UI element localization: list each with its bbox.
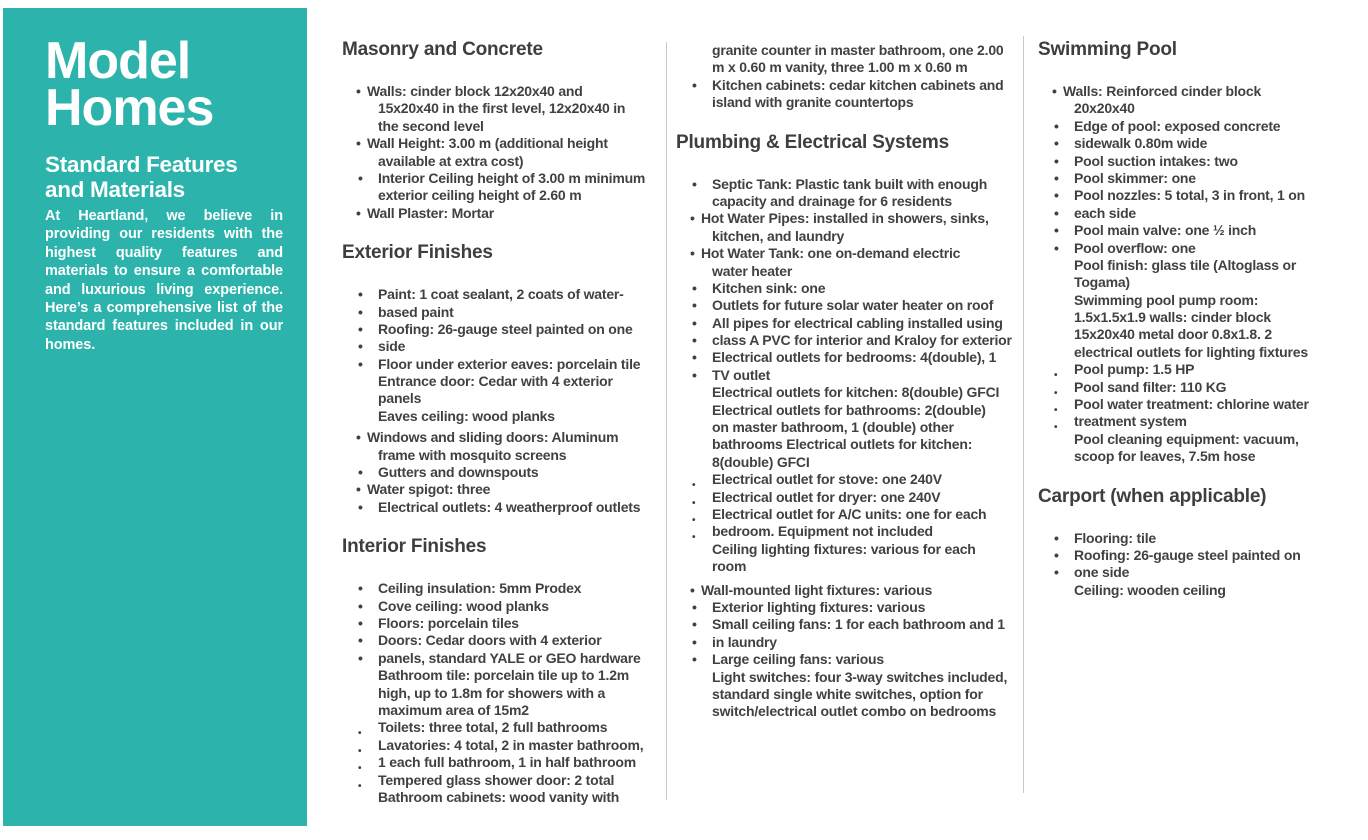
list-item bbox=[1038, 344, 1368, 361]
bullet-icon: • bbox=[692, 598, 697, 615]
list-item bbox=[342, 83, 666, 100]
bullet-icon: • bbox=[358, 338, 363, 355]
list-item-text: electrical outlets for lighting fixtures bbox=[1074, 343, 1308, 360]
bullet-icon: • bbox=[356, 83, 361, 99]
list-item-text: Tempered glass shower door: 2 total bbox=[378, 771, 615, 788]
list-item bbox=[676, 669, 1022, 686]
list-item-text: TV outlet bbox=[712, 366, 771, 383]
list-item-text: the second level bbox=[378, 117, 484, 134]
section-heading: Swimming Pool bbox=[1038, 39, 1177, 60]
page-title-line1: Model bbox=[45, 32, 191, 90]
list-item-text: 15x20x40 metal door 0.8x1.8. 2 bbox=[1074, 326, 1272, 343]
bullet-icon: • bbox=[692, 279, 697, 296]
list-item-text: Pool overflow: one bbox=[1074, 239, 1196, 256]
list-item bbox=[676, 471, 1022, 492]
bullet-icon: • bbox=[358, 580, 363, 597]
list-item bbox=[1038, 118, 1368, 135]
list-item-text: Pool skimmer: one bbox=[1074, 169, 1196, 186]
list-item bbox=[342, 447, 666, 464]
bullet-icon: • bbox=[692, 349, 697, 366]
bullet-icon: • bbox=[358, 649, 363, 666]
list-item bbox=[1038, 222, 1368, 239]
bullet-icon: • bbox=[358, 763, 362, 775]
bullet-icon: • bbox=[358, 614, 363, 631]
bullet-icon: • bbox=[1054, 135, 1059, 152]
list-item bbox=[342, 429, 666, 446]
bullet-icon: • bbox=[692, 297, 697, 314]
list-item bbox=[342, 580, 666, 597]
list-item bbox=[676, 505, 1022, 526]
list-item-text: treatment system bbox=[1074, 413, 1187, 430]
list-item bbox=[342, 321, 666, 338]
list-item bbox=[1038, 431, 1368, 448]
list-item bbox=[676, 436, 1022, 453]
list-item-text: Pool water treatment: chlorine water bbox=[1074, 396, 1309, 413]
list-item-text: kitchen, and laundry bbox=[712, 227, 845, 244]
bullet-icon: • bbox=[690, 210, 695, 227]
section bbox=[676, 131, 1022, 721]
list-item bbox=[342, 702, 666, 719]
list-item bbox=[1038, 240, 1368, 257]
list-item-text: Entrance door: Cedar with 4 exterior bbox=[378, 373, 613, 390]
bullet-icon: • bbox=[692, 76, 697, 93]
section-heading: Masonry and Concrete bbox=[342, 39, 543, 60]
list-item-text: switch/electrical outlet combo on bedrooms bbox=[712, 703, 997, 720]
list-item bbox=[342, 736, 666, 757]
list-item bbox=[1038, 187, 1368, 204]
bullet-icon: • bbox=[1054, 387, 1058, 399]
list-item-text: 15x20x40 in the first level, 12x20x40 in bbox=[378, 100, 626, 117]
list-item bbox=[676, 454, 1022, 471]
list-item bbox=[676, 42, 1022, 59]
list-item bbox=[1038, 170, 1368, 187]
list-item bbox=[342, 685, 666, 702]
list-item-text: Roofing: 26-gauge steel painted on bbox=[1074, 546, 1301, 563]
list-item-text: Togama) bbox=[1074, 274, 1130, 291]
bullet-icon: • bbox=[1054, 152, 1059, 169]
column-divider-2 bbox=[1023, 36, 1024, 793]
list-item bbox=[342, 771, 666, 792]
list-item bbox=[676, 315, 1022, 332]
bullet-icon: • bbox=[692, 651, 697, 668]
list-item bbox=[342, 408, 666, 425]
list-item bbox=[342, 632, 666, 649]
list-item bbox=[342, 170, 666, 187]
list-item-text: Toilets: three total, 2 full bathrooms bbox=[378, 719, 608, 736]
list-item bbox=[342, 373, 666, 390]
list-item-text: 1.5x1.5x1.9 walls: cinder block bbox=[1074, 309, 1271, 326]
list-item-text: Outlets for future solar water heater on roof bbox=[712, 297, 994, 314]
list-item bbox=[342, 650, 666, 667]
list-item-text: granite counter in master bathroom, one 2.00 bbox=[712, 42, 1004, 58]
bullet-icon: • bbox=[358, 303, 363, 320]
list-item-text: exterior ceiling height of 2.60 m bbox=[378, 187, 582, 204]
list-item bbox=[676, 402, 1022, 419]
column-3 bbox=[1038, 38, 1368, 648]
sidebar bbox=[3, 8, 307, 826]
list-item-text: Paint: 1 coat sealant, 2 coats of water- bbox=[378, 286, 624, 303]
list-item-text: each side bbox=[1074, 204, 1137, 221]
list-item-text: Pool sand filter: 110 KG bbox=[1074, 378, 1227, 395]
page-subtitle: Standard Features and Materials bbox=[45, 152, 238, 202]
intro-paragraph: At Heartland, we believe in providing our residents with the highest quality features and materials to ensure a comfortable and luxurious living experience. Here’s a comprehensive list of the standard features included in our homes. bbox=[45, 208, 283, 353]
list-item-text: Eaves ceiling: wood planks bbox=[378, 407, 555, 424]
list-item-text: Gutters and downspouts bbox=[378, 464, 539, 481]
list-item bbox=[676, 523, 1022, 544]
list-item-text: Wall Plaster: Mortar bbox=[367, 204, 494, 221]
list-item-text: Wall Height: 3.00 m (additional height bbox=[367, 135, 608, 152]
bullet-icon: • bbox=[1054, 117, 1059, 134]
bullet-icon: • bbox=[358, 464, 363, 481]
list-item bbox=[676, 193, 1022, 210]
bullet-icon: • bbox=[692, 633, 697, 650]
list-item bbox=[676, 210, 1022, 227]
list-item bbox=[1038, 292, 1368, 309]
bullet-icon: • bbox=[1054, 529, 1059, 546]
list-item bbox=[676, 558, 1022, 575]
list-item-text: Flooring: tile bbox=[1074, 529, 1156, 546]
bullet-icon: • bbox=[358, 632, 363, 649]
bullet-icon: • bbox=[1054, 422, 1058, 434]
list-item-text: Electrical outlets: 4 weatherproof outlets bbox=[378, 498, 641, 515]
list-item-text: Electrical outlets for kitchen: 8(double) GFCI bbox=[712, 384, 1000, 401]
list-item bbox=[1038, 309, 1368, 326]
list-item-text: island with granite countertops bbox=[712, 94, 914, 111]
list-item bbox=[676, 599, 1022, 616]
list-item-text: panels bbox=[378, 390, 422, 407]
page-title-line2: Homes bbox=[45, 79, 214, 137]
list-item bbox=[1038, 326, 1368, 343]
list-item bbox=[676, 59, 1022, 76]
list-item-text: 1 each full bathroom, 1 in half bathroom bbox=[378, 754, 637, 771]
list-item-text: Ceiling lighting fixtures: various for each bbox=[712, 540, 976, 557]
list-item-text: Edge of pool: exposed concrete bbox=[1074, 117, 1281, 134]
bullet-icon: • bbox=[1054, 169, 1059, 186]
list-item-text: class A PVC for interior and Kraloy for exterior bbox=[712, 332, 1012, 349]
list-item bbox=[342, 667, 666, 684]
bullet-icon: • bbox=[692, 314, 697, 331]
list-item bbox=[676, 419, 1022, 436]
list-item bbox=[1038, 396, 1368, 417]
list-item bbox=[1038, 83, 1368, 100]
list-item bbox=[342, 789, 666, 806]
list-item bbox=[342, 304, 666, 321]
section-heading: Exterior Finishes bbox=[342, 242, 493, 264]
list-item bbox=[342, 118, 666, 135]
column-divider-1 bbox=[666, 42, 667, 800]
list-item bbox=[676, 332, 1022, 349]
list-item-text: capacity and drainage for 6 residents bbox=[712, 192, 953, 209]
bullet-icon: • bbox=[690, 245, 695, 262]
list-item-text: based paint bbox=[378, 303, 454, 320]
list-item bbox=[676, 488, 1022, 509]
list-item-text: Doors: Cedar doors with 4 exterior bbox=[378, 632, 602, 649]
list-item-text: Septic Tank: Plastic tank built with enough bbox=[712, 175, 988, 192]
bullet-icon: • bbox=[1054, 187, 1059, 204]
list-item bbox=[1038, 274, 1368, 291]
list-item-text: available at extra cost) bbox=[378, 152, 524, 169]
list-item-text: on master bathroom, 1 (double) other bbox=[712, 419, 954, 436]
section bbox=[342, 535, 666, 806]
bullet-icon: • bbox=[1054, 546, 1059, 563]
list-item-text: Bathroom cabinets: wood vanity with bbox=[378, 788, 620, 805]
list-item bbox=[676, 228, 1022, 245]
list-item bbox=[342, 615, 666, 632]
section bbox=[1038, 38, 1368, 466]
list-item bbox=[676, 616, 1022, 633]
column-2 bbox=[676, 42, 1022, 742]
list-item-text: Walls: cinder block 12x20x40 and bbox=[367, 83, 583, 99]
list-item-text: Ceiling: wooden ceiling bbox=[1074, 581, 1226, 598]
list-item-text: Bathroom tile: porcelain tile up to 1.2m bbox=[378, 667, 630, 684]
bullet-icon: • bbox=[692, 175, 697, 192]
list-item bbox=[676, 634, 1022, 651]
list-item bbox=[1038, 153, 1368, 170]
list-item bbox=[342, 338, 666, 355]
bullet-icon: • bbox=[1052, 83, 1057, 99]
list-item-text: Large ceiling fans: various bbox=[712, 651, 884, 668]
bullet-icon: • bbox=[356, 204, 361, 221]
list-item bbox=[676, 176, 1022, 193]
list-item bbox=[1038, 361, 1368, 382]
list-item bbox=[676, 703, 1022, 720]
list-item-text: Roofing: 26-gauge steel painted on one bbox=[378, 320, 633, 337]
column-1 bbox=[342, 38, 666, 813]
list-item bbox=[342, 464, 666, 481]
list-item-text: 20x20x40 bbox=[1074, 100, 1135, 117]
list-item bbox=[676, 77, 1022, 94]
list-item-text: Floors: porcelain tiles bbox=[378, 614, 519, 631]
list-item-text: Electrical outlets for bathrooms: 2(double) bbox=[712, 401, 986, 418]
bullet-icon: • bbox=[356, 135, 361, 152]
section bbox=[676, 42, 1022, 112]
section bbox=[342, 241, 666, 516]
bullet-icon: • bbox=[692, 532, 696, 544]
list-item-text: Electrical outlets for bedrooms: 4(double), 1 bbox=[712, 349, 997, 366]
list-item-text: Pool finish: glass tile (Altoglass or bbox=[1074, 256, 1297, 273]
list-item-text: Small ceiling fans: 1 for each bathroom and 1 bbox=[712, 616, 1005, 633]
list-item bbox=[676, 245, 1022, 262]
list-item bbox=[342, 135, 666, 152]
list-item bbox=[342, 754, 666, 775]
list-item-text: sidewalk 0.80m wide bbox=[1074, 135, 1208, 152]
list-item-text: Windows and sliding doors: Aluminum bbox=[367, 429, 619, 446]
list-item-text: Kitchen cabinets: cedar kitchen cabinets and bbox=[712, 76, 1004, 93]
bullet-icon: • bbox=[692, 497, 696, 509]
list-item bbox=[676, 297, 1022, 314]
list-item bbox=[342, 100, 666, 117]
list-item-text: maximum area of 15m2 bbox=[378, 701, 529, 718]
bullet-icon: • bbox=[358, 597, 363, 614]
bullet-icon: • bbox=[692, 480, 696, 492]
list-item bbox=[342, 356, 666, 373]
list-item-text: Lavatories: 4 total, 2 in master bathroom, bbox=[378, 736, 644, 753]
list-item bbox=[676, 686, 1022, 703]
list-item-text: Swimming pool pump room: bbox=[1074, 291, 1259, 308]
list-item bbox=[342, 390, 666, 407]
section-heading: Carport (when applicable) bbox=[1038, 485, 1267, 507]
bullet-icon: • bbox=[358, 728, 362, 740]
list-item bbox=[1038, 257, 1368, 274]
bullet-icon: • bbox=[358, 320, 363, 337]
bullet-icon: • bbox=[692, 366, 697, 383]
list-item bbox=[1038, 582, 1368, 599]
list-item bbox=[1038, 547, 1368, 564]
bullet-icon: • bbox=[356, 429, 361, 446]
list-item-text: Electrical outlet for stove: one 240V bbox=[712, 471, 942, 488]
list-item bbox=[342, 205, 666, 222]
section-heading: Interior Finishes bbox=[342, 536, 487, 558]
list-item-text: Floor under exterior eaves: porcelain tile bbox=[378, 355, 641, 372]
list-item-text: Pool pump: 1.5 HP bbox=[1074, 361, 1195, 378]
list-item-text: high, up to 1.8m for showers with a bbox=[378, 684, 606, 701]
list-item-text: scoop for leaves, 7.5m hose bbox=[1074, 448, 1256, 465]
list-item-text: water heater bbox=[712, 262, 793, 279]
bullet-icon: • bbox=[692, 332, 697, 349]
list-item bbox=[676, 582, 1022, 599]
list-item-text: Cove ceiling: wood planks bbox=[378, 597, 549, 614]
list-item-text: standard single white switches, option for bbox=[712, 685, 983, 702]
list-item bbox=[342, 499, 666, 516]
bullet-icon: • bbox=[358, 169, 363, 186]
bullet-icon: • bbox=[1054, 405, 1058, 417]
list-item bbox=[342, 153, 666, 170]
list-item-text: frame with mosquito screens bbox=[378, 446, 567, 463]
list-item-text: Electrical outlet for dryer: one 240V bbox=[712, 488, 941, 505]
bullet-icon: • bbox=[1054, 239, 1059, 256]
list-item-text: Interior Ceiling height of 3.00 m minimum bbox=[378, 169, 646, 186]
bullet-icon: • bbox=[692, 514, 696, 526]
list-item bbox=[342, 481, 666, 498]
list-item bbox=[676, 384, 1022, 401]
bullet-icon: • bbox=[1054, 564, 1059, 581]
list-item-text: Hot Water Tank: one on-demand electric bbox=[701, 245, 961, 262]
list-item bbox=[676, 349, 1022, 366]
list-item-text: panels, standard YALE or GEO hardware bbox=[378, 649, 641, 666]
list-item-text: All pipes for electrical cabling installed using bbox=[712, 314, 1003, 331]
list-item-text: Hot Water Pipes: installed in showers, sinks, bbox=[701, 210, 989, 227]
list-item-text: Pool main valve: one ½ inch bbox=[1074, 222, 1257, 239]
list-item bbox=[342, 598, 666, 615]
list-item bbox=[1038, 135, 1368, 152]
list-item bbox=[342, 187, 666, 204]
list-item bbox=[676, 367, 1022, 384]
list-item-text: bathrooms Electrical outlets for kitchen: bbox=[712, 436, 973, 453]
bullet-icon: • bbox=[358, 286, 363, 303]
list-item-text: bedroom. Equipment not included bbox=[712, 523, 933, 540]
list-item-text: side bbox=[378, 338, 406, 355]
list-item bbox=[676, 541, 1022, 558]
list-item bbox=[1038, 564, 1368, 581]
list-item-text: Wall-mounted light fixtures: various bbox=[701, 581, 933, 598]
list-item-text: one side bbox=[1074, 564, 1130, 581]
section bbox=[1038, 485, 1368, 600]
section-heading: Plumbing & Electrical Systems bbox=[676, 131, 949, 153]
section bbox=[342, 38, 666, 222]
list-item bbox=[342, 286, 666, 303]
bullet-icon: • bbox=[1054, 204, 1059, 221]
list-item bbox=[676, 263, 1022, 280]
page-title bbox=[45, 32, 214, 137]
list-item bbox=[676, 94, 1022, 111]
bullet-icon: • bbox=[358, 745, 362, 757]
list-item bbox=[1038, 413, 1368, 434]
list-item-text: Pool suction intakes: two bbox=[1074, 152, 1238, 169]
bullet-icon: • bbox=[358, 780, 362, 792]
list-item-text: in laundry bbox=[712, 633, 777, 650]
list-item-text: Ceiling insulation: 5mm Prodex bbox=[378, 580, 582, 597]
list-item-text: Exterior lighting fixtures: various bbox=[712, 598, 926, 615]
list-item bbox=[1038, 378, 1368, 399]
list-item-text: 8(double) GFCI bbox=[712, 453, 810, 470]
list-item bbox=[1038, 205, 1368, 222]
bullet-icon: • bbox=[1054, 222, 1059, 239]
list-item-text: Electrical outlet for A/C units: one for each bbox=[712, 505, 987, 522]
list-item-text: Pool cleaning equipment: vacuum, bbox=[1074, 430, 1299, 447]
list-item bbox=[1038, 100, 1368, 117]
bullet-icon: • bbox=[358, 498, 363, 515]
bullet-icon: • bbox=[692, 616, 697, 633]
list-item-text: m x 0.60 m vanity, three 1.00 m x 0.60 m bbox=[712, 59, 968, 76]
list-item-text: Water spigot: three bbox=[367, 481, 491, 498]
list-item-text: Walls: Reinforced cinder block bbox=[1063, 83, 1262, 99]
list-item bbox=[342, 719, 666, 740]
list-item-text: room bbox=[712, 558, 747, 575]
list-item-text: Light switches: four 3-way switches included, bbox=[712, 668, 1008, 685]
list-item bbox=[1038, 530, 1368, 547]
bullet-icon: • bbox=[690, 581, 695, 598]
bullet-icon: • bbox=[1054, 370, 1058, 382]
list-item bbox=[1038, 448, 1368, 465]
bullet-icon: • bbox=[356, 481, 361, 498]
list-item bbox=[676, 651, 1022, 668]
list-item bbox=[676, 280, 1022, 297]
list-item-text: Pool nozzles: 5 total, 3 in front, 1 on bbox=[1074, 187, 1305, 204]
list-item-text: Kitchen sink: one bbox=[712, 279, 826, 296]
bullet-icon: • bbox=[358, 355, 363, 372]
